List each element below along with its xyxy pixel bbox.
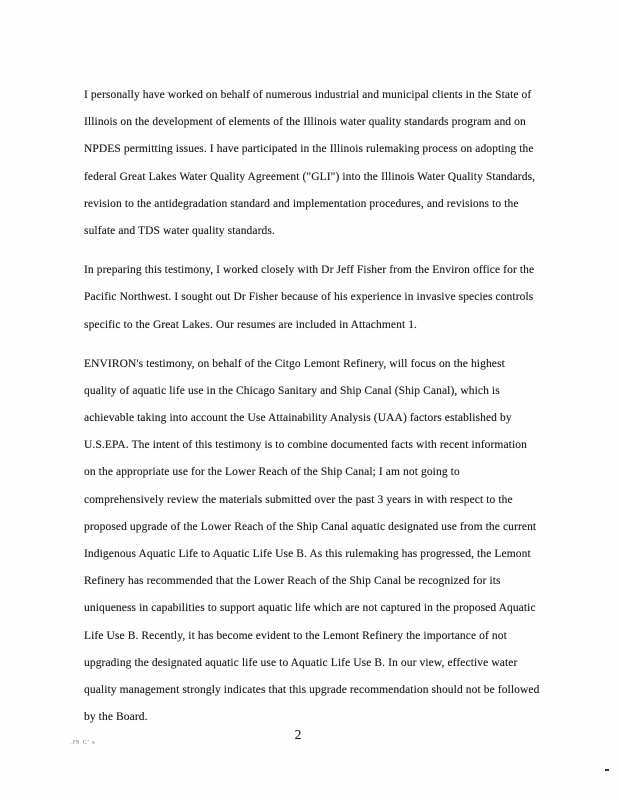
text-line: by the Board. <box>84 711 148 724</box>
testimony-paragraph-3 <box>84 351 546 732</box>
text-line: In preparing this testimony, I worked closely with Dr Jeff Fisher from the Environ office for the <box>84 264 535 277</box>
text-line: Indigenous Aquatic Life to Aquatic Life Use B. As this rulemaking has progressed, the Lemont <box>84 548 531 560</box>
text-line: uniqueness in capabilities to support aquatic life which are not captured in the proposed Aquatic <box>84 602 536 615</box>
testimony-paragraph-1 <box>84 82 546 245</box>
text-line: I personally have worked on behalf of numerous industrial and municipal clients in the State of <box>84 89 532 101</box>
document-text <box>84 82 546 743</box>
text-line: Illinois on the development of elements of the Illinois water quality standards program and on <box>84 116 526 129</box>
text-line: Life Use B. Recently, it has become evident to the Lemont Refinery the importance of not <box>84 629 507 642</box>
footer-stamp: .JS C' s <box>70 740 96 746</box>
text-line: Pacific Northwest. I sought out Dr Fisher because of his experience in invasive species controls <box>84 291 534 304</box>
text-line: comprehensively review the materials submitted over the past 3 years in with respect to the <box>84 493 513 506</box>
text-line: federal Great Lakes Water Quality Agreement ("GLI") into the Illinois Water Quality Standards, <box>84 170 536 183</box>
text-line: quality of aquatic life use in the Chicago Sanitary and Ship Canal (Ship Canal), which is <box>84 384 500 397</box>
text-line: proposed upgrade of the Lower Reach of the Ship Canal aquatic designated use from the current <box>84 520 537 533</box>
text-line: U.S.EPA. The intent of this testimony is to combine documented facts with recent information <box>84 439 527 452</box>
text-line: achievable taking into account the Use Attainability Analysis (UAA) factors established by <box>84 412 512 425</box>
text-line: Refinery has recommended that the Lower Reach of the Ship Canal be recognized for its <box>84 575 501 588</box>
text-line: quality management strongly indicates that this upgrade recommendation should not be followed <box>84 683 540 696</box>
scan-artifact-dash <box>605 769 609 771</box>
text-line: sulfate and TDS water quality standards. <box>84 224 275 237</box>
text-line: upgrading the designated aquatic life use to Aquatic Life Use B. In our view, effective water <box>84 656 518 669</box>
text-line: revision to the antidegradation standard and implementation procedures, and revisions to the <box>84 197 519 210</box>
text-line: on the appropriate use for the Lower Reach of the Ship Canal; I am not going to <box>84 466 460 479</box>
testimony-paragraph-2 <box>84 257 546 339</box>
page-number: 2 <box>294 727 302 742</box>
text-line: NPDES permitting issues. I have participated in the Illinois rulemaking process on adopting the <box>84 143 534 156</box>
text-line: specific to the Great Lakes. Our resumes are included in Attachment 1. <box>84 318 418 331</box>
text-line: ENVIRON's testimony, on behalf of the Citgo Lemont Refinery, will focus on the highest <box>84 357 505 370</box>
